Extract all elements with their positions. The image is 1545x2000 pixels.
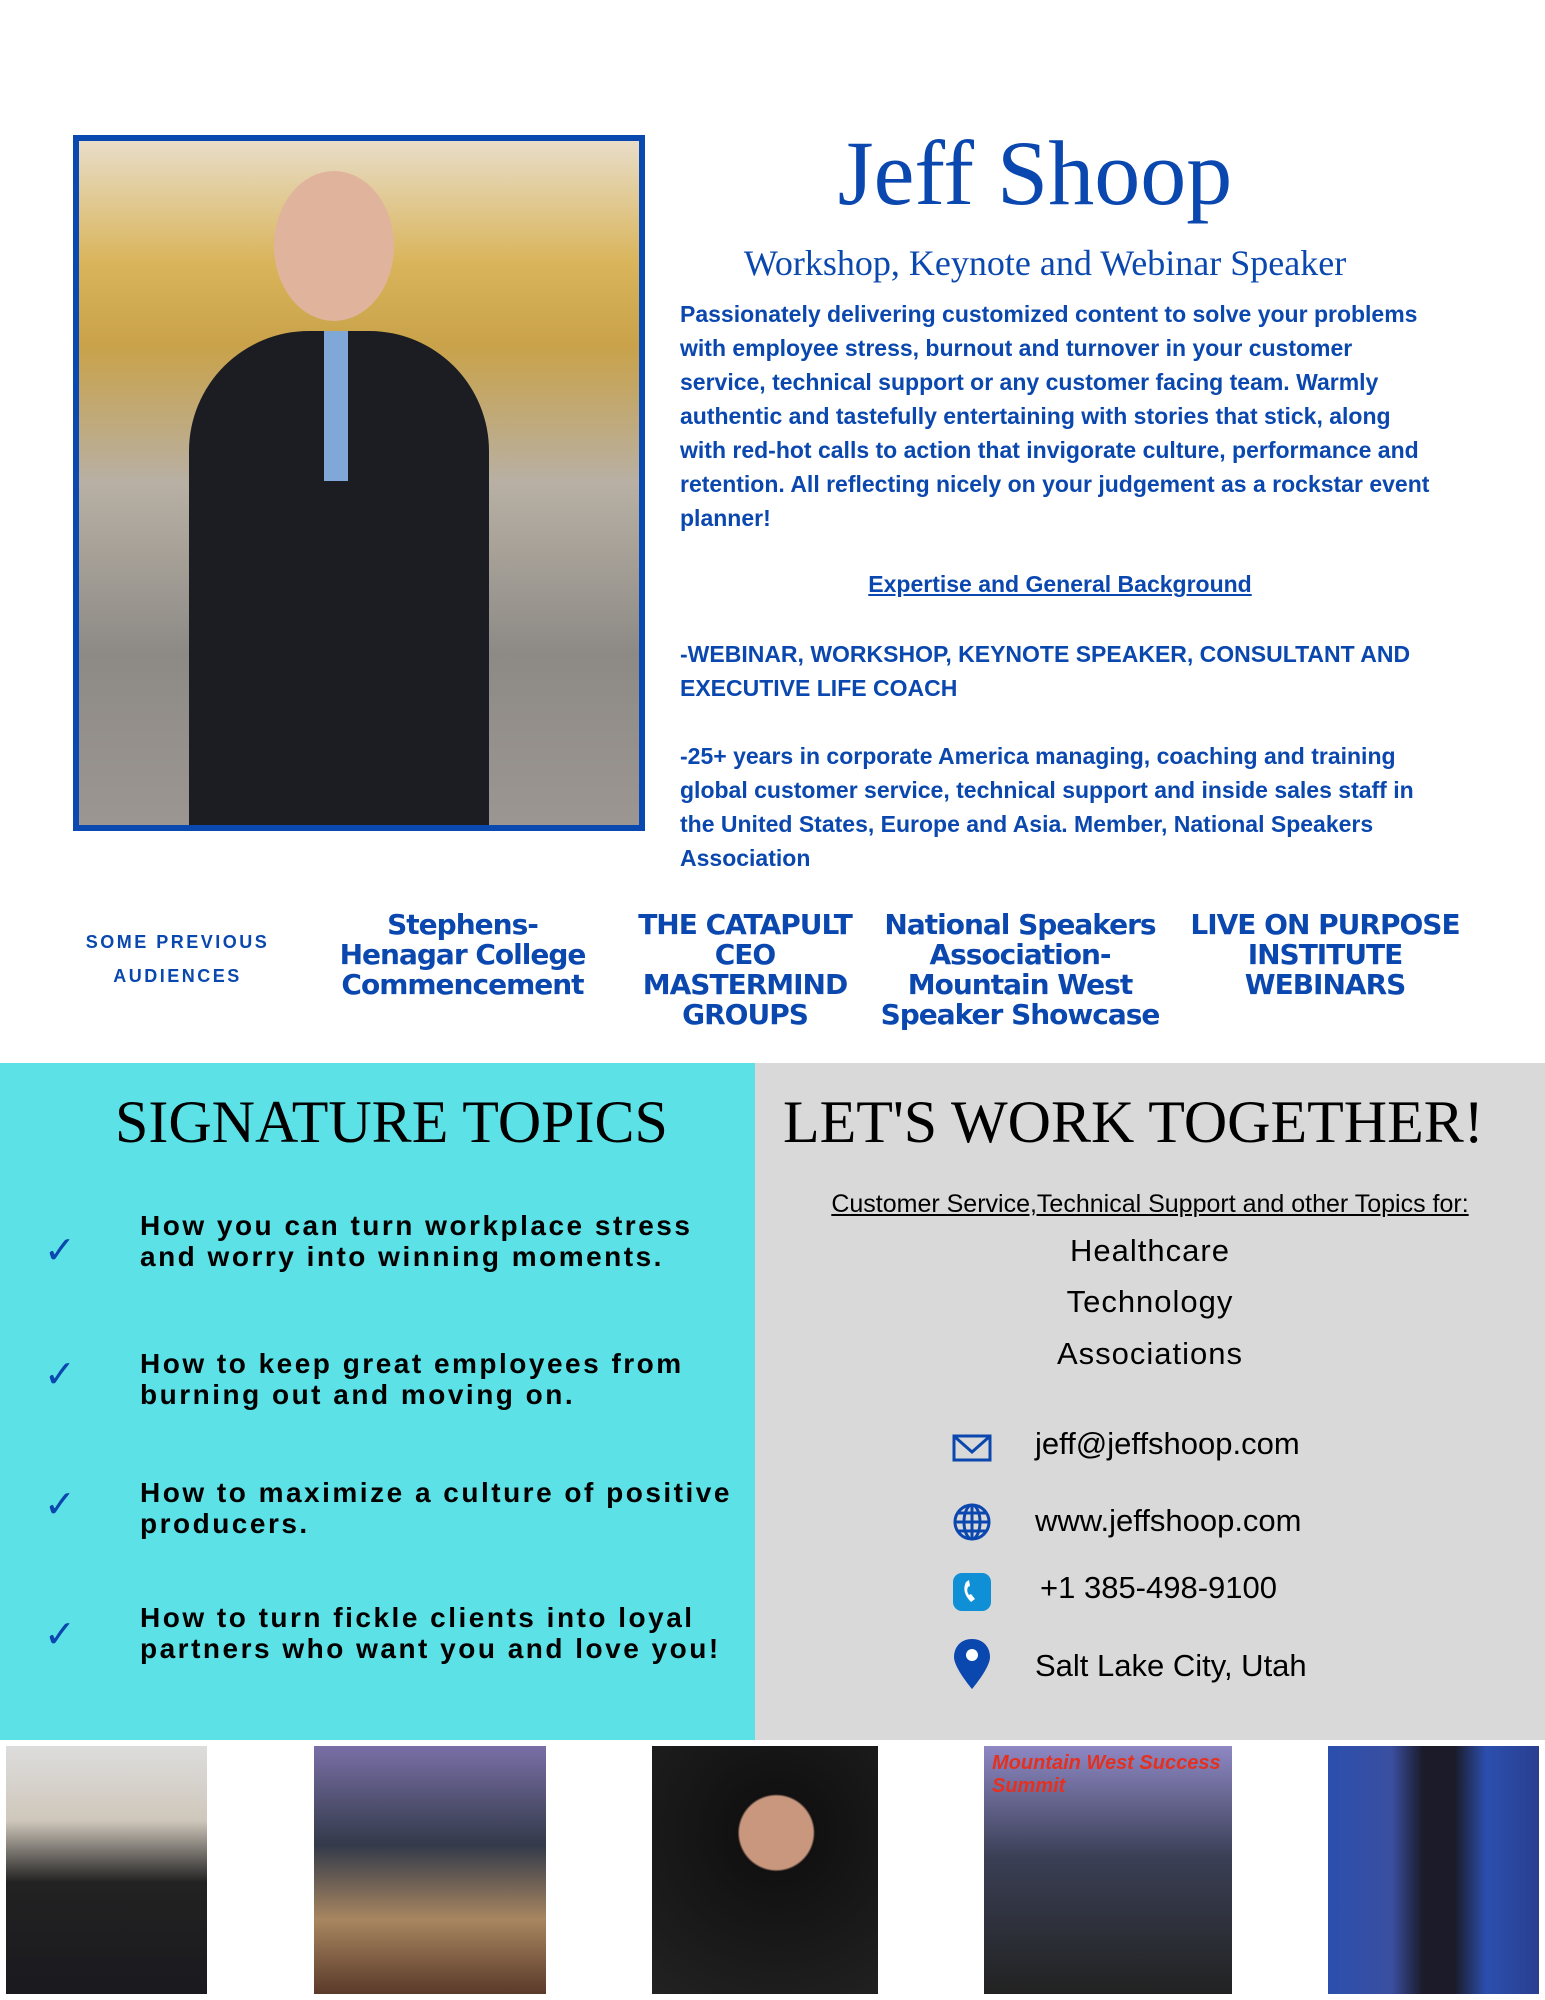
audience-item: LIVE ON PURPOSE INSTITUTE WEBINARS	[1190, 908, 1460, 1001]
portrait-head	[274, 171, 394, 321]
topic-item: How you can turn workplace stress and worry into winning moments.	[140, 1210, 693, 1272]
topic-item: How to maximize a culture of positive producers.	[140, 1477, 732, 1539]
envelope-icon	[952, 1428, 992, 1468]
topic-item: How to keep great employees from burning out and moving on.	[140, 1348, 684, 1410]
contact-title: LET'S WORK TOGETHER!	[783, 1089, 1484, 1155]
expertise-item: -25+ years in corporate America managing, coaching and training global customer service, technical support and inside sales staff in the United States, Europe and Asia. Member, National Speakers Association	[680, 743, 1414, 871]
gallery-photo	[978, 1740, 1238, 2000]
industry-item: Associations	[1056, 1336, 1244, 1371]
gallery-photo	[308, 1740, 552, 2000]
website-link[interactable]: www.jeffshoop.com	[1035, 1503, 1302, 1538]
gallery-photo	[1322, 1740, 1545, 2000]
gallery-photo	[0, 1740, 213, 2000]
topic-item: How to turn fickle clients into loyal partners who want you and love you!	[140, 1602, 721, 1664]
location-pin-icon	[952, 1638, 992, 1690]
signature-topics-title: SIGNATURE TOPICS	[115, 1089, 668, 1155]
industry-item: Healthcare	[1070, 1233, 1230, 1268]
audiences-label: SOME PREVIOUS AUDIENCES	[85, 932, 270, 986]
check-icon: ✓	[44, 1614, 76, 1656]
phone-number[interactable]: +1 385-498-9100	[1040, 1570, 1278, 1605]
check-icon: ✓	[44, 1354, 76, 1396]
location-text: Salt Lake City, Utah	[1035, 1648, 1307, 1683]
audience-item: THE CATAPULT CEO MASTERMIND GROUPS	[638, 908, 852, 1031]
summit-caption: Mountain West Success Summit	[992, 1752, 1221, 1797]
industries-subheading: Customer Service,Technical Support and other Topics for:	[831, 1190, 1469, 1218]
intro-paragraph: Passionately delivering customized content to solve your problems with employee stress, burnout and turnover in your customer service, technical support or any customer facing team. Warmly authentic and tastefully entertaining with stories that stick, along with red-hot calls to action that invigorate culture, performance and retention. All reflecting nicely on your judgement as a rockstar event planner!	[680, 301, 1430, 531]
audience-item: National Speakers Association-Mountain West Speaker Showcase	[880, 908, 1160, 1031]
phone-icon	[952, 1572, 992, 1612]
expertise-heading: Expertise and General Background	[868, 571, 1252, 597]
expertise-item: -WEBINAR, WORKSHOP, KEYNOTE SPEAKER, CONSULTANT AND EXECUTIVE LIFE COACH	[680, 641, 1411, 701]
globe-icon	[952, 1502, 992, 1542]
portrait-tie	[324, 331, 348, 481]
gallery-photo	[646, 1740, 884, 2000]
check-icon: ✓	[44, 1484, 76, 1526]
speaker-portrait	[73, 135, 645, 831]
speaker-name: Jeff Shoop	[837, 122, 1233, 224]
email-link[interactable]: jeff@jeffshoop.com	[1035, 1426, 1300, 1461]
industry-item: Technology	[1066, 1284, 1234, 1319]
contact-panel	[755, 1063, 1545, 1740]
check-icon: ✓	[44, 1230, 76, 1272]
speaker-subtitle: Workshop, Keynote and Webinar Speaker	[743, 243, 1347, 283]
audience-item: Stephens-Henagar College Commencement	[339, 908, 586, 1001]
